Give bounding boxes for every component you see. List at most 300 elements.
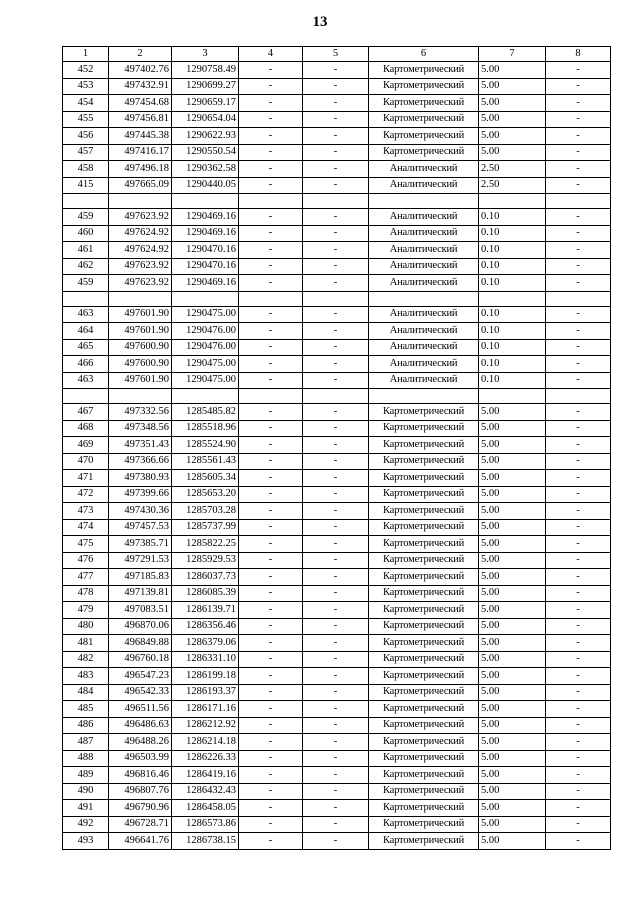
cell-coordinate-x: 496488.26 bbox=[109, 734, 172, 751]
cell-point-number: 481 bbox=[63, 635, 109, 652]
cell-accuracy: 5.00 bbox=[479, 111, 546, 128]
cell-column-8: - bbox=[546, 684, 611, 701]
cell-point-number: 477 bbox=[63, 569, 109, 586]
table-row bbox=[63, 635, 611, 652]
cell-point-number: 485 bbox=[63, 701, 109, 718]
cell-point-number bbox=[63, 389, 109, 404]
cell-column-5: - bbox=[303, 453, 369, 470]
cell-column-5: - bbox=[303, 128, 369, 145]
cell-coordinate-x bbox=[109, 389, 172, 404]
cell-column-8 bbox=[546, 389, 611, 404]
cell-coordinate-y: 1290550.54 bbox=[172, 144, 239, 161]
cell-column-4: - bbox=[239, 404, 303, 421]
cell-column-5: - bbox=[303, 161, 369, 178]
table-row bbox=[63, 552, 611, 569]
cell-column-5: - bbox=[303, 668, 369, 685]
cell-method: Картометрический bbox=[369, 618, 479, 635]
cell-coordinate-y: 1286214.18 bbox=[172, 734, 239, 751]
cell-coordinate-x: 496542.33 bbox=[109, 684, 172, 701]
page-number: 13 bbox=[312, 14, 328, 30]
cell-accuracy: 0.10 bbox=[479, 209, 546, 226]
column-header: 7 bbox=[479, 47, 546, 62]
cell-point-number: 469 bbox=[63, 437, 109, 454]
cell-accuracy: 0.10 bbox=[479, 225, 546, 242]
cell-column-4: - bbox=[239, 339, 303, 356]
cell-column-8: - bbox=[546, 816, 611, 833]
cell-method: Картометрический bbox=[369, 519, 479, 536]
cell-coordinate-y: 1286199.18 bbox=[172, 668, 239, 685]
cell-column-5: - bbox=[303, 404, 369, 421]
cell-accuracy: 5.00 bbox=[479, 420, 546, 437]
cell-method: Картометрический bbox=[369, 78, 479, 95]
cell-column-5: - bbox=[303, 225, 369, 242]
cell-coordinate-x: 496511.56 bbox=[109, 701, 172, 718]
cell-coordinate-y: 1285561.43 bbox=[172, 453, 239, 470]
table-row bbox=[63, 816, 611, 833]
table-row bbox=[63, 503, 611, 520]
cell-coordinate-x: 497496.18 bbox=[109, 161, 172, 178]
cell-method: Картометрический bbox=[369, 651, 479, 668]
cell-coordinate-y: 1285485.82 bbox=[172, 404, 239, 421]
cell-accuracy: 5.00 bbox=[479, 144, 546, 161]
cell-accuracy: 5.00 bbox=[479, 618, 546, 635]
cell-column-8: - bbox=[546, 701, 611, 718]
cell-column-4: - bbox=[239, 717, 303, 734]
cell-column-4: - bbox=[239, 668, 303, 685]
column-header: 6 bbox=[369, 47, 479, 62]
cell-method: Картометрический bbox=[369, 453, 479, 470]
cell-coordinate-y bbox=[172, 389, 239, 404]
cell-point-number: 470 bbox=[63, 453, 109, 470]
cell-accuracy: 2.50 bbox=[479, 161, 546, 178]
cell-column-8: - bbox=[546, 404, 611, 421]
cell-accuracy: 5.00 bbox=[479, 552, 546, 569]
cell-point-number: 473 bbox=[63, 503, 109, 520]
cell-method: Картометрический bbox=[369, 668, 479, 685]
cell-coordinate-x: 496870.06 bbox=[109, 618, 172, 635]
cell-point-number: 462 bbox=[63, 258, 109, 275]
cell-column-5: - bbox=[303, 275, 369, 292]
cell-coordinate-y: 1286193.37 bbox=[172, 684, 239, 701]
cell-coordinate-x: 497601.90 bbox=[109, 306, 172, 323]
table-row bbox=[63, 800, 611, 817]
cell-accuracy: 0.10 bbox=[479, 339, 546, 356]
cell-accuracy bbox=[479, 291, 546, 306]
cell-coordinate-x: 497623.92 bbox=[109, 275, 172, 292]
cell-point-number: 454 bbox=[63, 95, 109, 112]
cell-accuracy: 5.00 bbox=[479, 816, 546, 833]
cell-coordinate-y: 1285929.53 bbox=[172, 552, 239, 569]
cell-coordinate-y: 1286171.16 bbox=[172, 701, 239, 718]
cell-accuracy: 0.10 bbox=[479, 356, 546, 373]
cell-column-8 bbox=[546, 194, 611, 209]
table-row bbox=[63, 372, 611, 389]
cell-point-number: 493 bbox=[63, 833, 109, 850]
cell-column-4 bbox=[239, 194, 303, 209]
cell-method: Аналитический bbox=[369, 306, 479, 323]
cell-coordinate-y: 1285524.90 bbox=[172, 437, 239, 454]
cell-coordinate-y: 1290469.16 bbox=[172, 225, 239, 242]
cell-column-8: - bbox=[546, 734, 611, 751]
cell-accuracy: 5.00 bbox=[479, 519, 546, 536]
cell-coordinate-x: 497624.92 bbox=[109, 225, 172, 242]
cell-coordinate-x: 497399.66 bbox=[109, 486, 172, 503]
cell-column-5: - bbox=[303, 372, 369, 389]
cell-coordinate-y: 1286356.46 bbox=[172, 618, 239, 635]
cell-column-8: - bbox=[546, 275, 611, 292]
cell-column-5 bbox=[303, 194, 369, 209]
cell-accuracy: 5.00 bbox=[479, 783, 546, 800]
cell-accuracy: 0.10 bbox=[479, 258, 546, 275]
cell-point-number: 484 bbox=[63, 684, 109, 701]
cell-point-number: 486 bbox=[63, 717, 109, 734]
cell-point-number: 467 bbox=[63, 404, 109, 421]
cell-method: Аналитический bbox=[369, 275, 479, 292]
cell-coordinate-x bbox=[109, 194, 172, 209]
cell-coordinate-x: 497601.90 bbox=[109, 323, 172, 340]
cell-coordinate-x: 497385.71 bbox=[109, 536, 172, 553]
cell-coordinate-x: 496486.63 bbox=[109, 717, 172, 734]
cell-accuracy: 5.00 bbox=[479, 585, 546, 602]
cell-point-number: 487 bbox=[63, 734, 109, 751]
cell-column-4: - bbox=[239, 209, 303, 226]
cell-coordinate-x bbox=[109, 291, 172, 306]
cell-column-8: - bbox=[546, 161, 611, 178]
cell-column-5: - bbox=[303, 536, 369, 553]
table-row bbox=[63, 585, 611, 602]
table-row bbox=[63, 78, 611, 95]
table-row bbox=[63, 306, 611, 323]
cell-column-8: - bbox=[546, 453, 611, 470]
cell-column-4 bbox=[239, 389, 303, 404]
table-body bbox=[63, 62, 611, 850]
table-row bbox=[63, 291, 611, 306]
cell-point-number: 461 bbox=[63, 242, 109, 259]
cell-column-5: - bbox=[303, 144, 369, 161]
cell-coordinate-y: 1290475.00 bbox=[172, 356, 239, 373]
cell-column-5: - bbox=[303, 717, 369, 734]
cell-column-5: - bbox=[303, 519, 369, 536]
cell-accuracy: 5.00 bbox=[479, 750, 546, 767]
cell-coordinate-y: 1290469.16 bbox=[172, 275, 239, 292]
cell-point-number bbox=[63, 194, 109, 209]
cell-column-8: - bbox=[546, 783, 611, 800]
table-row bbox=[63, 651, 611, 668]
cell-column-4: - bbox=[239, 750, 303, 767]
cell-coordinate-y: 1290475.00 bbox=[172, 372, 239, 389]
cell-column-8: - bbox=[546, 356, 611, 373]
cell-column-5: - bbox=[303, 258, 369, 275]
cell-method bbox=[369, 194, 479, 209]
cell-method: Картометрический bbox=[369, 144, 479, 161]
table-row bbox=[63, 470, 611, 487]
cell-accuracy: 5.00 bbox=[479, 536, 546, 553]
cell-column-4: - bbox=[239, 684, 303, 701]
cell-method: Картометрический bbox=[369, 128, 479, 145]
table-row bbox=[63, 519, 611, 536]
cell-accuracy: 5.00 bbox=[479, 437, 546, 454]
cell-coordinate-x: 496728.71 bbox=[109, 816, 172, 833]
cell-coordinate-y bbox=[172, 291, 239, 306]
table-row bbox=[63, 339, 611, 356]
cell-method: Картометрический bbox=[369, 816, 479, 833]
cell-column-8: - bbox=[546, 225, 611, 242]
table-row bbox=[63, 356, 611, 373]
table-row bbox=[63, 128, 611, 145]
cell-accuracy: 0.10 bbox=[479, 242, 546, 259]
table-row bbox=[63, 420, 611, 437]
table-row bbox=[63, 437, 611, 454]
cell-accuracy: 5.00 bbox=[479, 717, 546, 734]
cell-column-4: - bbox=[239, 275, 303, 292]
column-header: 8 bbox=[546, 47, 611, 62]
cell-column-8: - bbox=[546, 519, 611, 536]
cell-column-4: - bbox=[239, 800, 303, 817]
cell-column-8: - bbox=[546, 209, 611, 226]
cell-point-number: 466 bbox=[63, 356, 109, 373]
cell-method: Картометрический bbox=[369, 404, 479, 421]
cell-coordinate-y: 1290470.16 bbox=[172, 258, 239, 275]
cell-accuracy: 5.00 bbox=[479, 486, 546, 503]
cell-coordinate-x: 496760.18 bbox=[109, 651, 172, 668]
cell-point-number: 456 bbox=[63, 128, 109, 145]
cell-coordinate-x: 497348.56 bbox=[109, 420, 172, 437]
cell-coordinate-x: 497430.36 bbox=[109, 503, 172, 520]
cell-column-5: - bbox=[303, 62, 369, 79]
cell-column-8: - bbox=[546, 552, 611, 569]
cell-column-5: - bbox=[303, 602, 369, 619]
cell-column-8: - bbox=[546, 470, 611, 487]
cell-column-4: - bbox=[239, 486, 303, 503]
cell-method: Картометрический bbox=[369, 783, 479, 800]
cell-column-4: - bbox=[239, 503, 303, 520]
cell-method: Картометрический bbox=[369, 420, 479, 437]
cell-column-8: - bbox=[546, 95, 611, 112]
cell-accuracy: 5.00 bbox=[479, 128, 546, 145]
table-row bbox=[63, 767, 611, 784]
cell-method bbox=[369, 291, 479, 306]
column-header: 5 bbox=[303, 47, 369, 62]
cell-column-4: - bbox=[239, 258, 303, 275]
cell-column-5: - bbox=[303, 78, 369, 95]
cell-coordinate-y: 1290659.17 bbox=[172, 95, 239, 112]
table-row bbox=[63, 750, 611, 767]
cell-column-4: - bbox=[239, 833, 303, 850]
cell-column-4: - bbox=[239, 225, 303, 242]
cell-point-number: 479 bbox=[63, 602, 109, 619]
cell-column-8: - bbox=[546, 111, 611, 128]
cell-coordinate-x: 497083.51 bbox=[109, 602, 172, 619]
cell-accuracy: 5.00 bbox=[479, 78, 546, 95]
cell-column-4: - bbox=[239, 306, 303, 323]
cell-method: Картометрический bbox=[369, 701, 479, 718]
table-row bbox=[63, 404, 611, 421]
cell-point-number: 488 bbox=[63, 750, 109, 767]
cell-accuracy: 5.00 bbox=[479, 635, 546, 652]
cell-accuracy: 5.00 bbox=[479, 569, 546, 586]
cell-accuracy bbox=[479, 194, 546, 209]
cell-column-4: - bbox=[239, 767, 303, 784]
cell-point-number: 478 bbox=[63, 585, 109, 602]
cell-coordinate-y: 1290654.04 bbox=[172, 111, 239, 128]
cell-coordinate-x: 496641.76 bbox=[109, 833, 172, 850]
cell-column-5: - bbox=[303, 800, 369, 817]
cell-coordinate-y: 1290362.58 bbox=[172, 161, 239, 178]
table-row bbox=[63, 569, 611, 586]
cell-coordinate-x: 497416.17 bbox=[109, 144, 172, 161]
cell-method: Картометрический bbox=[369, 437, 479, 454]
cell-column-8: - bbox=[546, 62, 611, 79]
cell-column-4: - bbox=[239, 78, 303, 95]
table-row bbox=[63, 62, 611, 79]
cell-column-8: - bbox=[546, 306, 611, 323]
cell-column-5: - bbox=[303, 552, 369, 569]
cell-point-number: 489 bbox=[63, 767, 109, 784]
table-row bbox=[63, 258, 611, 275]
cell-column-4: - bbox=[239, 420, 303, 437]
cell-coordinate-y: 1286432.43 bbox=[172, 783, 239, 800]
cell-coordinate-y: 1290469.16 bbox=[172, 209, 239, 226]
coordinates-table bbox=[62, 46, 611, 850]
cell-column-5 bbox=[303, 291, 369, 306]
cell-method: Аналитический bbox=[369, 161, 479, 178]
cell-accuracy: 5.00 bbox=[479, 833, 546, 850]
cell-coordinate-x: 496790.96 bbox=[109, 800, 172, 817]
cell-column-4: - bbox=[239, 701, 303, 718]
column-header: 3 bbox=[172, 47, 239, 62]
cell-column-5: - bbox=[303, 585, 369, 602]
cell-coordinate-x: 497291.53 bbox=[109, 552, 172, 569]
cell-point-number: 491 bbox=[63, 800, 109, 817]
cell-column-4: - bbox=[239, 111, 303, 128]
table-row bbox=[63, 194, 611, 209]
cell-column-4: - bbox=[239, 453, 303, 470]
cell-column-4: - bbox=[239, 323, 303, 340]
cell-method: Картометрический bbox=[369, 569, 479, 586]
cell-point-number bbox=[63, 291, 109, 306]
table-row bbox=[63, 486, 611, 503]
cell-coordinate-y: 1286419.16 bbox=[172, 767, 239, 784]
cell-point-number: 463 bbox=[63, 372, 109, 389]
cell-method: Картометрический bbox=[369, 734, 479, 751]
cell-coordinate-x: 497623.92 bbox=[109, 209, 172, 226]
cell-accuracy: 5.00 bbox=[479, 734, 546, 751]
cell-accuracy: 5.00 bbox=[479, 651, 546, 668]
table-row bbox=[63, 95, 611, 112]
cell-point-number: 452 bbox=[63, 62, 109, 79]
cell-column-5: - bbox=[303, 339, 369, 356]
cell-method: Картометрический bbox=[369, 536, 479, 553]
cell-column-8: - bbox=[546, 717, 611, 734]
cell-coordinate-y: 1286085.39 bbox=[172, 585, 239, 602]
cell-point-number: 474 bbox=[63, 519, 109, 536]
cell-column-8: - bbox=[546, 486, 611, 503]
cell-column-5: - bbox=[303, 783, 369, 800]
cell-column-8: - bbox=[546, 144, 611, 161]
cell-column-8: - bbox=[546, 536, 611, 553]
table-row bbox=[63, 161, 611, 178]
cell-column-4: - bbox=[239, 62, 303, 79]
cell-method: Картометрический bbox=[369, 62, 479, 79]
cell-accuracy: 0.10 bbox=[479, 306, 546, 323]
cell-column-8: - bbox=[546, 177, 611, 194]
column-header: 1 bbox=[63, 47, 109, 62]
cell-column-4: - bbox=[239, 635, 303, 652]
cell-point-number: 453 bbox=[63, 78, 109, 95]
cell-method: Картометрический bbox=[369, 750, 479, 767]
cell-method: Картометрический bbox=[369, 635, 479, 652]
cell-column-5: - bbox=[303, 111, 369, 128]
cell-point-number: 415 bbox=[63, 177, 109, 194]
cell-coordinate-x: 497457.53 bbox=[109, 519, 172, 536]
table-row bbox=[63, 323, 611, 340]
cell-coordinate-y bbox=[172, 194, 239, 209]
cell-coordinate-x: 496807.76 bbox=[109, 783, 172, 800]
cell-accuracy: 5.00 bbox=[479, 62, 546, 79]
cell-column-5 bbox=[303, 389, 369, 404]
cell-coordinate-y: 1290476.00 bbox=[172, 339, 239, 356]
cell-point-number: 471 bbox=[63, 470, 109, 487]
cell-column-4 bbox=[239, 291, 303, 306]
cell-coordinate-x: 496849.88 bbox=[109, 635, 172, 652]
table-row bbox=[63, 734, 611, 751]
cell-column-4: - bbox=[239, 536, 303, 553]
table-row bbox=[63, 111, 611, 128]
cell-coordinate-y: 1285822.25 bbox=[172, 536, 239, 553]
cell-point-number: 476 bbox=[63, 552, 109, 569]
cell-column-4: - bbox=[239, 242, 303, 259]
cell-method: Аналитический bbox=[369, 177, 479, 194]
cell-coordinate-y: 1290699.27 bbox=[172, 78, 239, 95]
cell-coordinate-x: 497454.68 bbox=[109, 95, 172, 112]
cell-coordinate-x: 497139.81 bbox=[109, 585, 172, 602]
cell-coordinate-y: 1290470.16 bbox=[172, 242, 239, 259]
cell-column-8: - bbox=[546, 585, 611, 602]
cell-coordinate-x: 497600.90 bbox=[109, 356, 172, 373]
cell-accuracy: 5.00 bbox=[479, 453, 546, 470]
cell-column-8: - bbox=[546, 437, 611, 454]
cell-method: Аналитический bbox=[369, 242, 479, 259]
cell-accuracy: 5.00 bbox=[479, 684, 546, 701]
table-row bbox=[63, 536, 611, 553]
cell-accuracy: 5.00 bbox=[479, 767, 546, 784]
cell-coordinate-y: 1286331.10 bbox=[172, 651, 239, 668]
table-row bbox=[63, 783, 611, 800]
cell-coordinate-y: 1285737.99 bbox=[172, 519, 239, 536]
table-row bbox=[63, 144, 611, 161]
cell-coordinate-x: 497600.90 bbox=[109, 339, 172, 356]
cell-point-number: 480 bbox=[63, 618, 109, 635]
cell-column-5: - bbox=[303, 470, 369, 487]
cell-column-4: - bbox=[239, 95, 303, 112]
cell-column-5: - bbox=[303, 503, 369, 520]
table-row bbox=[63, 242, 611, 259]
cell-column-5: - bbox=[303, 618, 369, 635]
table-row bbox=[63, 275, 611, 292]
cell-accuracy: 2.50 bbox=[479, 177, 546, 194]
cell-coordinate-x: 497456.81 bbox=[109, 111, 172, 128]
cell-method: Картометрический bbox=[369, 470, 479, 487]
cell-method: Картометрический bbox=[369, 552, 479, 569]
cell-coordinate-y: 1286738.15 bbox=[172, 833, 239, 850]
cell-column-5: - bbox=[303, 486, 369, 503]
cell-method: Картометрический bbox=[369, 717, 479, 734]
table-row bbox=[63, 225, 611, 242]
cell-coordinate-y: 1286037.73 bbox=[172, 569, 239, 586]
cell-column-5: - bbox=[303, 651, 369, 668]
cell-column-5: - bbox=[303, 816, 369, 833]
cell-column-5: - bbox=[303, 833, 369, 850]
